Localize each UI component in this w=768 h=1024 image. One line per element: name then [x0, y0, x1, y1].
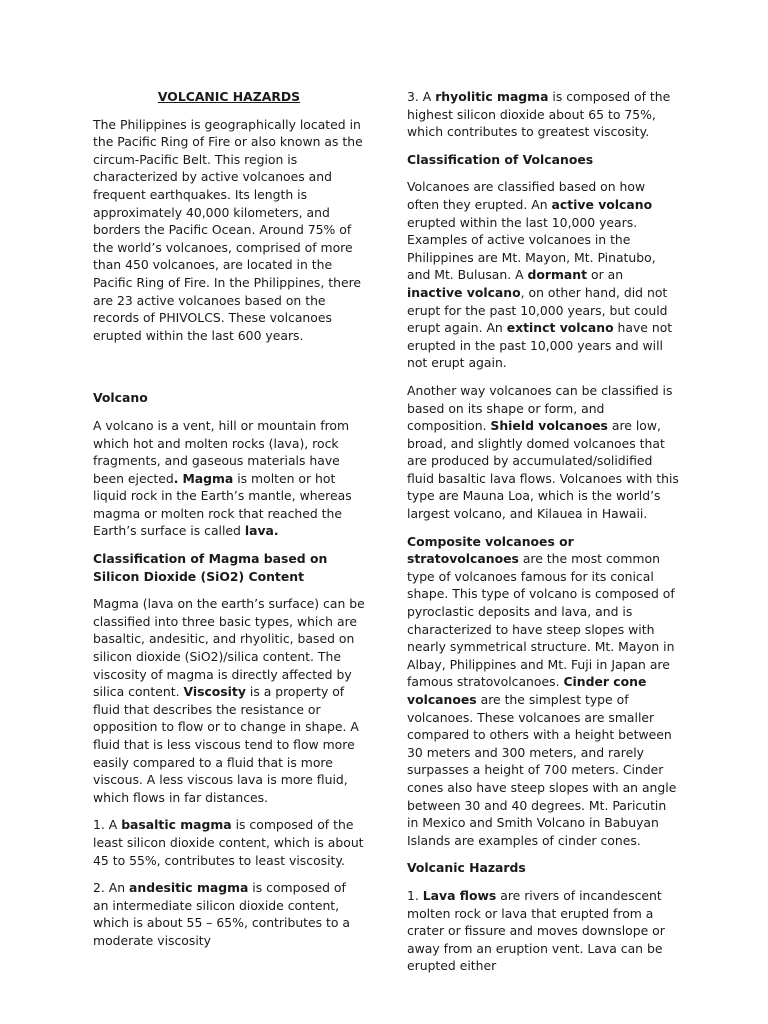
volcano-heading: Volcano [93, 390, 148, 406]
andesitic-paragraph: 2. An andesitic magma is composed of an intermediate silicon dioxide content, which is about 55 – 65%, contributes to a moderate viscosity [93, 880, 351, 948]
magma-classification-heading: Classification of Magma based on Silicon Dioxide (SiO2) Content [93, 551, 328, 584]
volcano-paragraph: A volcano is a vent, hill or mountain from which hot and molten rocks (lava), rock fragments, and gaseous materials have been ejected. Magma is molten or hot liquid rock in the Earth’s mantle, whereas magma or molten rock that reached the Earth’s surface is called lava. [93, 417, 352, 539]
magma-paragraph: Magma (lava on the earth’s surface) can be classified into three basic types, which are basaltic, andesitic, and rhyolitic, based on silicon dioxide (SiO2)/silica content. The viscosity of magma is directly affected by silica content. Viscosity is a property of fluid that describes the resistance or opposition to flow or to change in shape. A fluid that is less viscous tend to flow more easily compared to a fluid that is more viscous. A less viscous lava is more fluid, which flows in far distances. [93, 596, 365, 805]
volcano-classification-heading: Classification of Volcanoes [407, 151, 594, 167]
composite-paragraph: Composite volcanoes or stratovolcanoes are the most common type of volcanoes famous for its conical shape. This type of volcano is composed of pyroclastic deposits and lava, and is characterized to have steep slopes with nearly symmetrical structure. Mt. Mayon in Albay, Philippines and Mt. Fuji in Japan are famous stratovolcanoes. Cinder cone volcanoes are the simplest type of volcanoes. These volcanoes are smaller compared to others with a height between 30 meters and 300 meters, and rarely surpasses a height of 700 meters. Cinder cones also have steep slopes with an angle between 30 and 40 degrees. Mt. Paricutin in Mexico and Smith Volcano in Babuyan Islands are examples of cinder cones. [407, 533, 677, 848]
right-column [407, 88, 679, 985]
lava-flows-paragraph: 1. Lava flows are rivers of incandescent molten rock or lava that erupted from a crater or fissure and moves downslope or away from an eruption vent. Lava can be erupted either [407, 887, 665, 974]
classification-paragraph: Volcanoes are classified based on how often they erupted. An active volcano erupted within the last 10,000 years. Examples of active volcanoes in the Philippines are Mt. Mayon, Mt. Pinatubo, and Mt. Bulusan. A dormant or an inactive volcano, on other hand, did not erupt for the past 10,000 years, but could erupt again. An extinct volcano have not erupted in the past 10,000 years and will not erupt again. [407, 179, 673, 371]
document-title: VOLCANIC HAZARDS [157, 89, 301, 104]
rhyolitic-paragraph: 3. A rhyolitic magma is composed of the highest silicon dioxide about 65 to 75%, which contributes to greatest viscosity. [407, 89, 671, 140]
volcanic-hazards-heading: Volcanic Hazards [407, 860, 526, 876]
shape-paragraph: Another way volcanoes can be classified is based on its shape or form, and composition. Shield volcanoes are low, broad, and slightly domed volcanoes that are produced by accumulated/solidified fluid basaltic lava flows. Volcanoes with this type are Mauna Loa, which is the world’s largest volcano, and Kilauea in Hawaii. [407, 382, 679, 522]
basaltic-paragraph: 1. A basaltic magma is composed of the least silicon dioxide content, which is about 45 to 55%, contributes to least viscosity. [93, 817, 364, 868]
spacer [93, 354, 365, 389]
intro-paragraph: The Philippines is geographically located in the Pacific Ring of Fire or also known as the circum-Pacific Belt. This region is characterized by active volcanoes and frequent earthquakes. Its length is approximately 40,000 kilometers, and borders the Pacific Ocean. Around 75% of the world’s volcanoes, comprised of more than 450 volcanoes, are located in the Pacific Ring of Fire. In the Philippines, there are 23 active volcanoes based on the records of PHIVOLCS. These volcanoes erupted within the last 600 years. [93, 116, 363, 343]
left-column [93, 88, 365, 960]
